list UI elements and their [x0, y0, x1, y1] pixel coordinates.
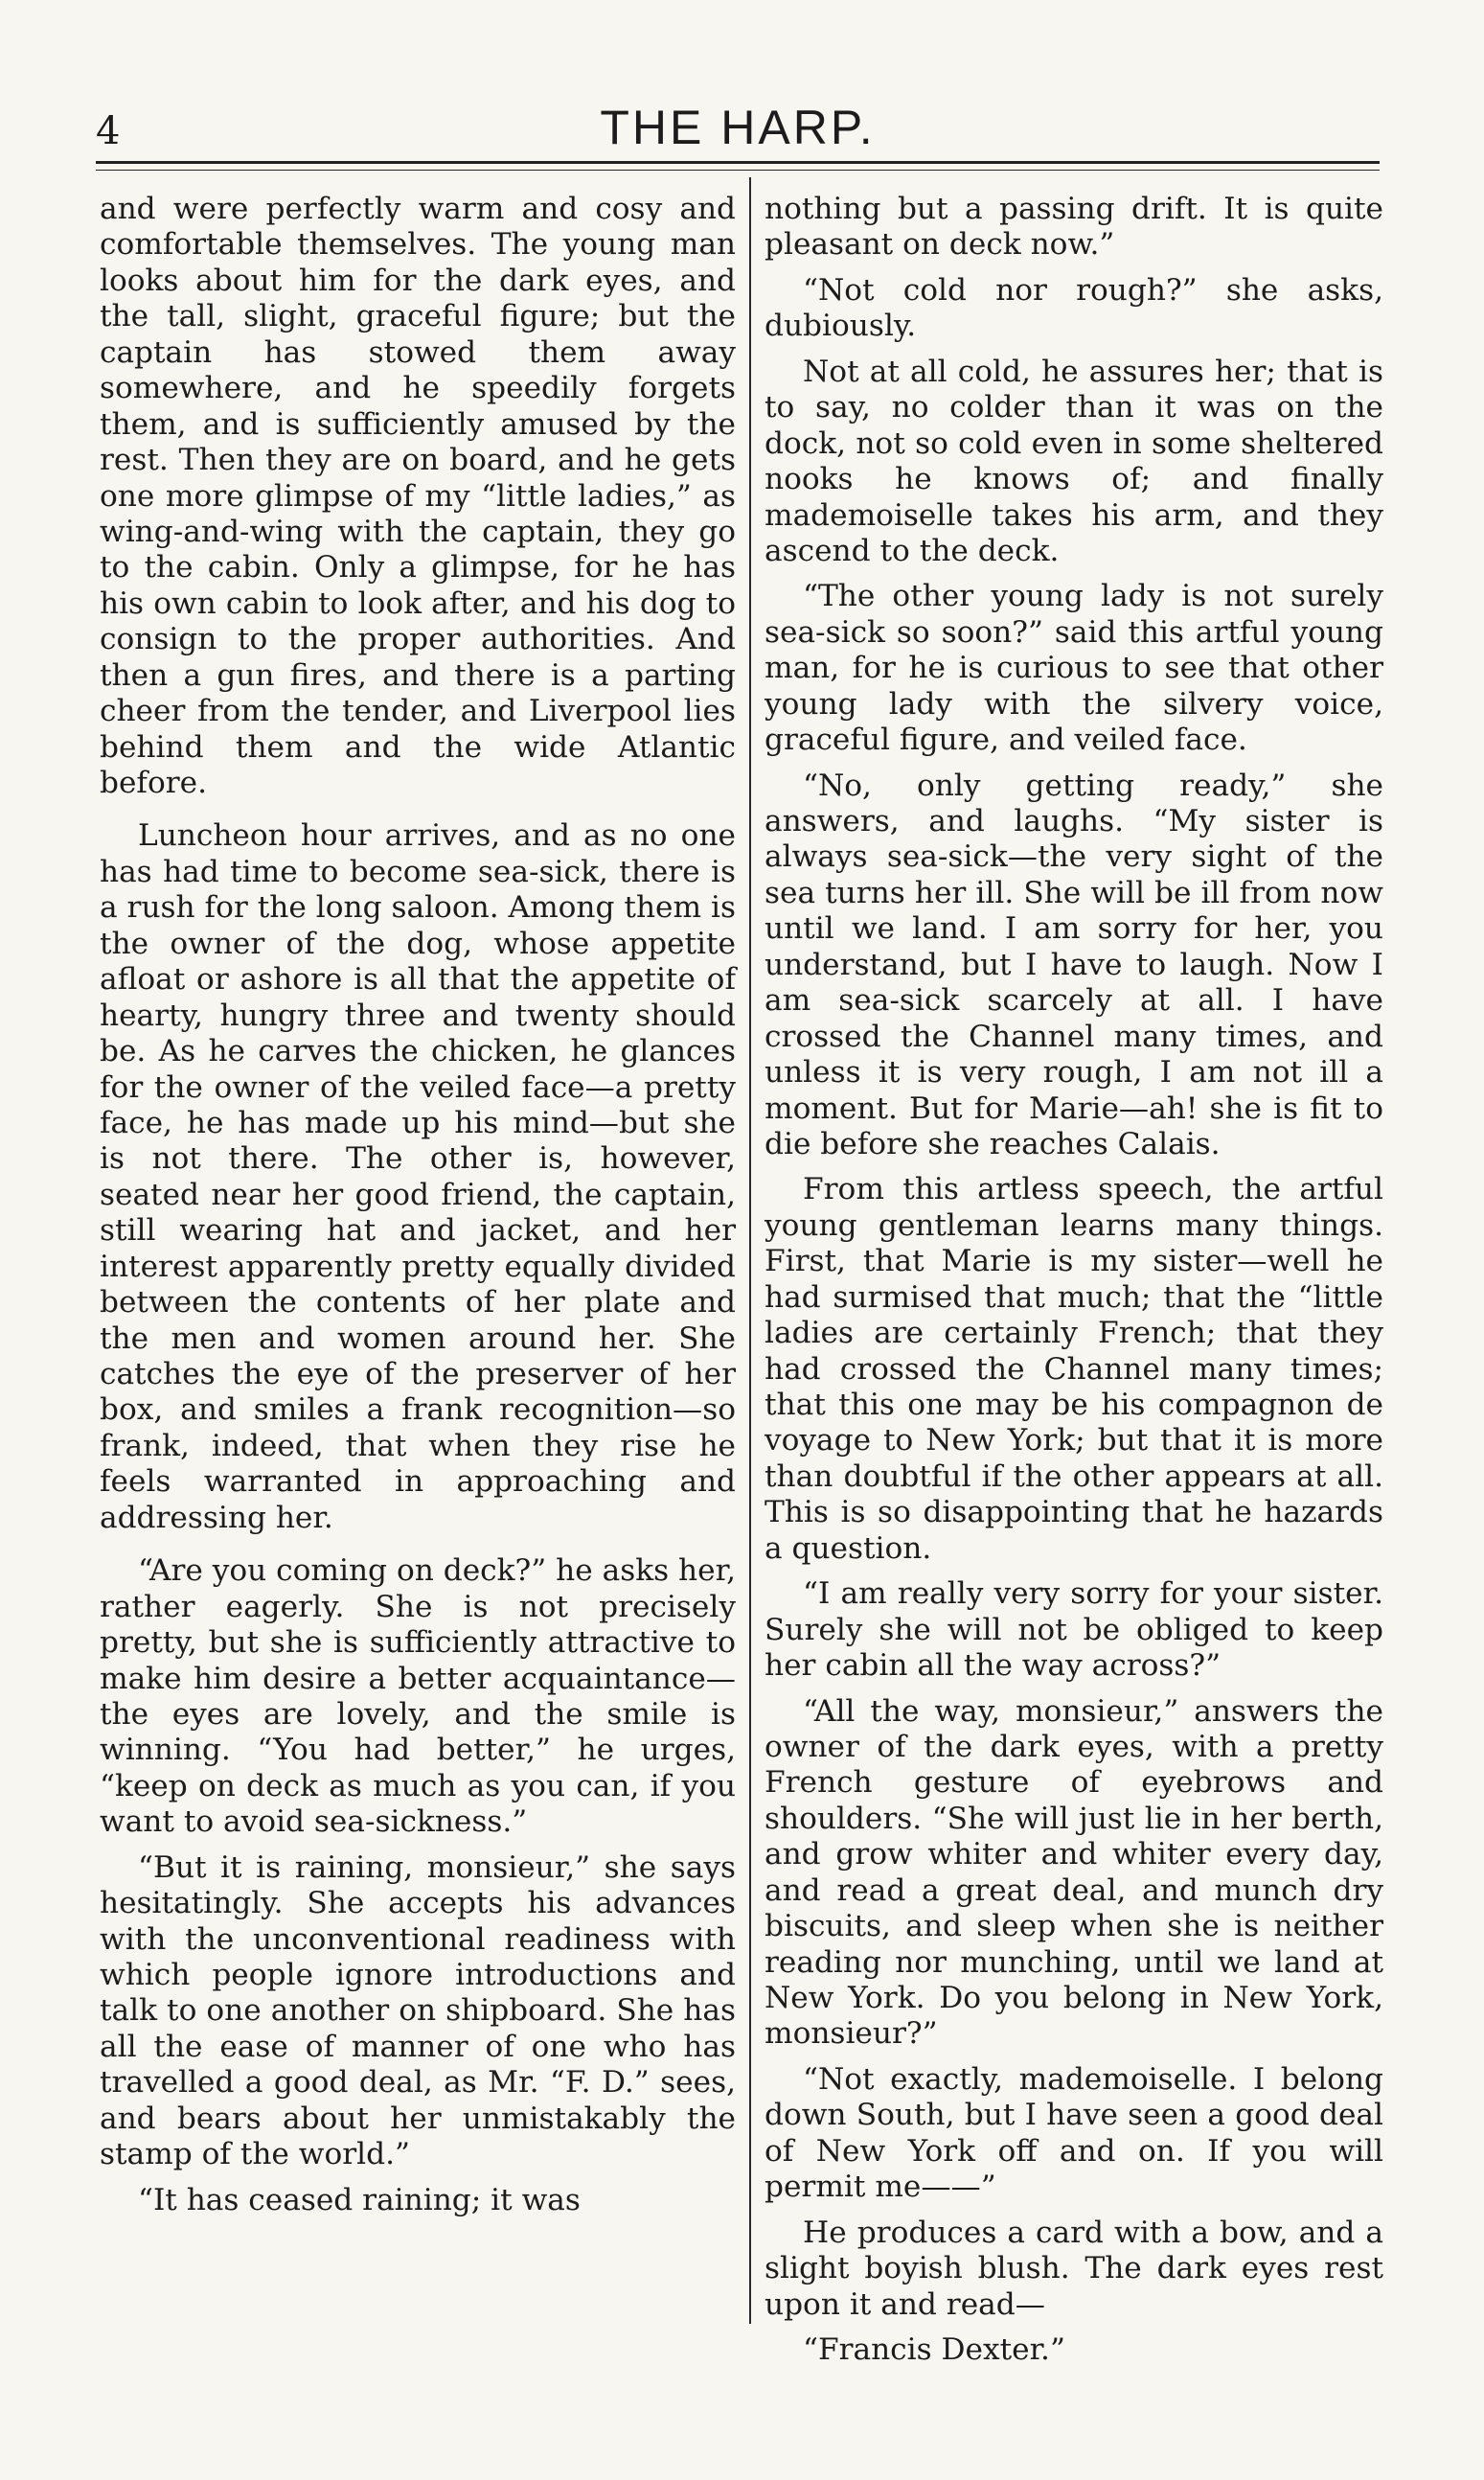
paragraph: “But it is raining, monsieur,” she says hesitatingly. She accepts his advances with the unconventional readiness with which people ignore introductions and talk to one another on shipboard. She has all the ease of manner of one who has travelled a good deal, as Mr. “F. D.” sees, and bears about her unmistakably the stamp of the world.”	[100, 1849, 736, 2172]
paragraph: “Not cold nor rough?” she asks, dubiously.	[765, 272, 1383, 344]
masthead-title: THE HARP.	[600, 101, 876, 154]
paragraph: nothing but a passing drift. It is quite pleasant on deck now.”	[765, 192, 1383, 263]
header-rule-thin	[96, 170, 1380, 171]
paragraph: Luncheon hour arrives, and as no one has had time to become sea-sick, there is a rush for the long saloon. Among them is the owner of the dog, whose appetite afloat or ashore is all that the appetite of hearty, hungry three and twenty should be. As he carves the chicken, he glances for the owner of the veiled face—a pretty face, he has made up his mind—but she is not there. The other is, however, seated near her good friend, the captain, still wearing hat and jacket, and her interest apparently pretty equally divided between the contents of her plate and the men and women around her. She catches the eye of the preserver of her box, and smiles a frank recognition—so frank, indeed, that when they rise he feels warranted in approaching and addressing her.	[100, 818, 736, 1535]
paragraph: He produces a card with a bow, and a slight boyish blush. The dark eyes rest upon it and read—	[765, 2215, 1383, 2322]
paragraph: “No, only getting ready,” she answers, and laughs. “My sister is always sea-sick—the very sight of the sea turns her ill. She will be ill from now until we land. I am sorry for her, you understand, but I have to laugh. Now I am sea-sick scarcely at all. I have crossed the Channel many times, and unless it is very rough, I am not ill a moment. But for Marie—ah! she is fit to die before she reaches Calais.	[765, 768, 1383, 1161]
paragraph: “I am really very sorry for your sister. Surely she will not be obliged to keep her cabin all the way across?”	[765, 1576, 1383, 1684]
paragraph: and were perfectly warm and cosy and comfortable themselves. The young man looks about him for the dark eyes, and the tall, slight, graceful figure; but the captain has stowed them away somewhere, and he speedily forgets them, and is sufficiently amused by the rest. Then they are on board, and he gets one more glimpse of my “little ladies,” as wing-and-wing with the captain, they go to the cabin. Only a glimpse, for he has his own cabin to look after, and his dog to consign to the proper authorities. And then a gun fires, and there is a parting cheer from the tender, and Liverpool lies behind them and the wide Atlantic before.	[100, 192, 736, 800]
paragraph: Not at all cold, he assures her; that is to say, no colder than it was on the dock, not so cold even in some sheltered nooks he knows of; and finally mademoiselle takes his arm, and they ascend to the deck.	[765, 354, 1383, 568]
paragraph: “Francis Dexter.”	[803, 2331, 1065, 2367]
paragraph: “All the way, monsieur,” answers the owner of the dark eyes, with a pretty French gesture of eyebrows and shoulders. “She will just lie in her berth, and grow whiter and whiter every day, and read a great deal, and munch dry biscuits, and sleep when she is neither reading nor munching, until we land at New York. Do you belong in New York, monsieur?”	[765, 1693, 1383, 2052]
header-rule-thick	[96, 161, 1380, 164]
left-column	[100, 192, 736, 2236]
paragraph: From this artless speech, the artful young gentleman learns many things. First, that Marie is my sister—well he had surmised that much; that the “little ladies are certainly French; that they had crossed the Channel many times; that this one may be his compagnon de voyage to New York; but that it is more than doubtful if the other appears at all. This is so disappointing that he hazards a question.	[765, 1172, 1383, 1566]
column-divider	[749, 177, 751, 2324]
paragraph: “It has ceased raining; it was	[138, 2182, 581, 2217]
page-header	[96, 100, 1380, 159]
right-column	[765, 192, 1383, 2377]
paragraph: “The other young lady is not surely sea-sick so soon?” said this artful young man, for he is curious to see that other young lady with the silvery voice, graceful figure, and veiled face.	[765, 579, 1383, 758]
paragraph: “Not exactly, mademoiselle. I belong down South, but I have seen a good deal of New York off and on. If you will permit me——”	[765, 2061, 1383, 2205]
paragraph: “Are you coming on deck?” he asks her, rather eagerly. She is not precisely pretty, but she is sufficiently attractive to make him desire a better acquaintance—the eyes are lovely, and the smile is winning. “You had better,” he urges, “keep on deck as much as you can, if you want to avoid sea-sickness.”	[100, 1553, 736, 1840]
page-number: 4	[96, 109, 121, 153]
